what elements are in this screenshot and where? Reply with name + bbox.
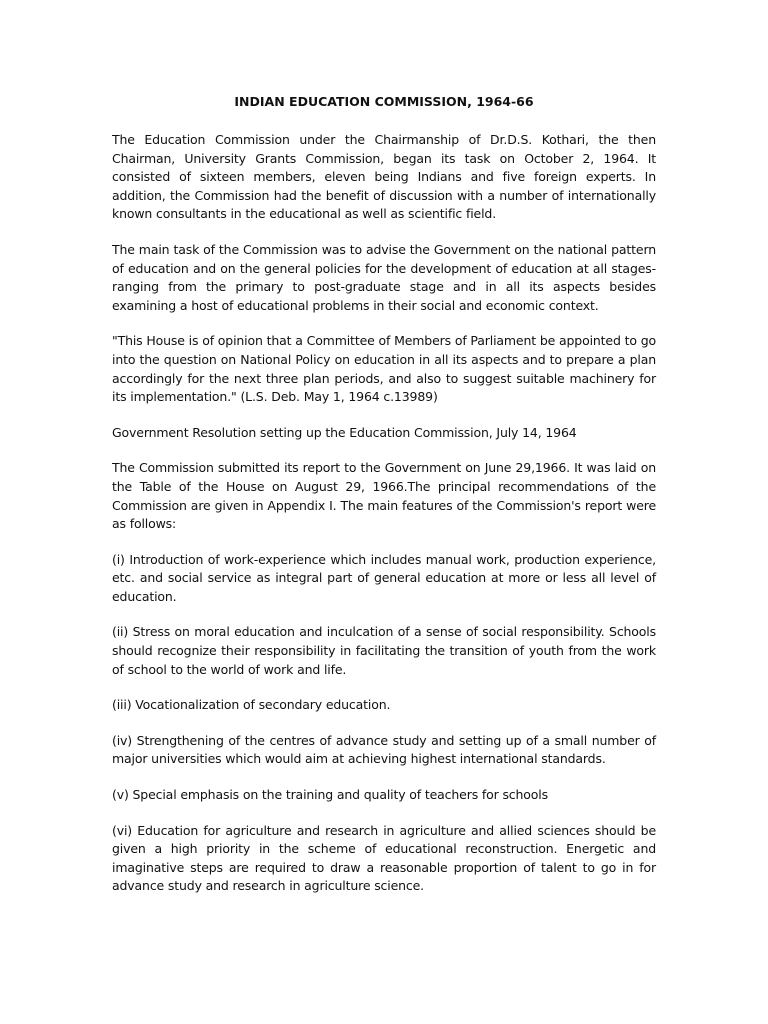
paragraph-house-quote: "This House is of opinion that a Committee of Members of Parliament be appointed to go into the question on National Policy on education in all its aspects and to prepare a plan accordingly for the next three plan periods, and also to suggest suitable machinery for its implementation." (L.S. Deb. May 1, 1964 c.13989) [112, 333, 656, 405]
document-title: INDIAN EDUCATION COMMISSION, 1964-66 [234, 94, 534, 109]
list-item-teacher-training: (v) Special emphasis on the training and quality of teachers for schools [112, 787, 548, 803]
list-item-agriculture-education: (vi) Education for agriculture and research in agriculture and allied sciences should be given a high priority in the scheme of educational reconstruction. Energetic and imaginative steps are required to draw a reasonable proportion of talent to go in for advance study and research in agriculture science. [112, 822, 656, 894]
list-item-advance-study: (iv) Strengthening of the centres of advance study and setting up of a small number of major universities which would aim at achieving highest international standards. [112, 732, 656, 767]
paragraph-report-submission: The Commission submitted its report to the Government on June 29,1966. It was laid on the Table of the House on August 29, 1966.The principal recommendations of the Commission are given in Appendix I. The main features of the Commission's report were as follows: [112, 460, 656, 532]
list-item-moral-education: (ii) Stress on moral education and inculcation of a sense of social responsibility. Schools should recognize their responsibility in facilitating the transition of youth from the work of school to the world of work and life. [112, 624, 656, 677]
paragraph-commission-overview: The Education Commission under the Chairmanship of Dr.D.S. Kothari, the then Chairman, University Grants Commission, began its task on October 2, 1964. It consisted of sixteen members, eleven being Indians and five foreign experts. In addition, the Commission had the benefit of discussion with a number of internationally known consultants in the educational as well as scientific field. [112, 132, 656, 222]
list-item-vocationalization: (iii) Vocationalization of secondary education. [112, 697, 391, 713]
list-item-work-experience: (i) Introduction of work-experience which includes manual work, production experience, etc. and social service as integral part of general education at more or less all level of education. [112, 551, 656, 604]
paragraph-government-resolution: Government Resolution setting up the Education Commission, July 14, 1964 [112, 424, 577, 440]
paragraph-main-task: The main task of the Commission was to advise the Government on the national pattern of education and on the general policies for the development of education at all stages-ranging from the primary to post-graduate stage and in all its aspects besides examining a host of educational problems in their social and economic context. [112, 241, 656, 313]
